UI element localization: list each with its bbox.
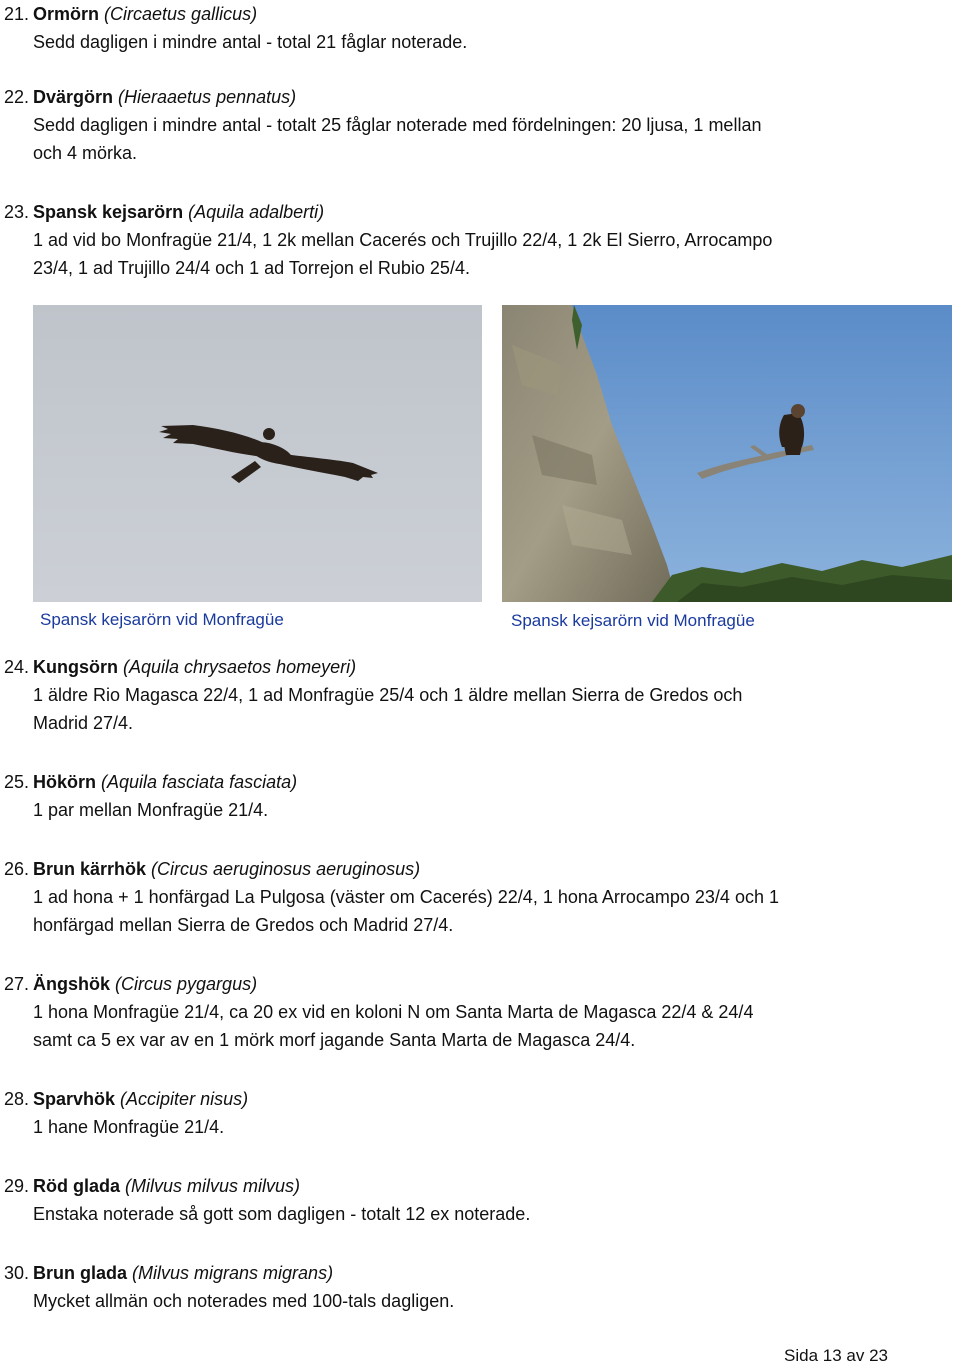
entry-heading — [33, 768, 297, 796]
entry-text-line: och 4 mörka. — [33, 143, 138, 163]
photo-caption-left: Spansk kejsarörn vid Monfragüe — [40, 610, 284, 629]
photo-eagle-perched — [502, 305, 952, 602]
entry-text-line: 1 hona Monfragüe 21/4, ca 20 ex vid en koloni N om Santa Marta de Magasca 22/4 & 24/4 — [33, 1002, 754, 1022]
entry-number: 21. — [4, 4, 30, 24]
entry-heading — [33, 970, 257, 998]
common-name: Ormörn — [33, 4, 100, 24]
entry-heading — [33, 198, 324, 226]
common-name: Spansk kejsarörn — [33, 202, 184, 222]
common-name: Ängshök — [33, 974, 111, 994]
entry-heading — [33, 855, 420, 883]
common-name: Brun glada — [33, 1263, 128, 1283]
entry-heading — [33, 0, 257, 28]
entry-heading — [33, 1085, 248, 1113]
latin-name: (Aquila fasciata fasciata) — [101, 772, 298, 792]
eagle-perched-image — [502, 305, 952, 602]
entry-number: 23. — [4, 202, 30, 222]
common-name: Dvärgörn — [33, 87, 114, 107]
entry-text-line: 1 äldre Rio Magasca 22/4, 1 ad Monfragüe 25/4 och 1 äldre mellan Sierra de Gredos och — [33, 685, 743, 705]
latin-name: (Accipiter nisus) — [120, 1089, 249, 1109]
latin-name: (Milvus migrans migrans) — [132, 1263, 334, 1283]
latin-name: (Circus pygargus) — [115, 974, 258, 994]
latin-name: (Aquila chrysaetos homeyeri) — [123, 657, 357, 677]
common-name: Sparvhök — [33, 1089, 116, 1109]
entry-number: 25. — [4, 772, 30, 792]
entry-heading — [33, 1259, 333, 1287]
entry-text-line: 1 par mellan Monfragüe 21/4. — [33, 800, 269, 820]
entry-text-line: Sedd dagligen i mindre antal - total 21 fåglar noterade. — [33, 32, 468, 52]
common-name: Röd glada — [33, 1176, 121, 1196]
entry-heading — [33, 83, 296, 111]
entry-text-line: 1 hane Monfragüe 21/4. — [33, 1117, 225, 1137]
entry-text-line: Enstaka noterade så gott som dagligen - totalt 12 ex noterade. — [33, 1204, 531, 1224]
entry-number: 24. — [4, 657, 30, 677]
entry-text-line: 1 ad vid bo Monfragüe 21/4, 1 2k mellan Cacerés och Trujillo 22/4, 1 2k El Sierro, Arrocampo — [33, 230, 773, 250]
entry-text-line: samt ca 5 ex var av en 1 mörk morf jagande Santa Marta de Magasca 24/4. — [33, 1030, 636, 1050]
photo-caption-right: Spansk kejsarörn vid Monfragüe — [511, 611, 755, 630]
latin-name: (Aquila adalberti) — [188, 202, 325, 222]
entry-number: 27. — [4, 974, 30, 994]
entry-text-line: 1 ad hona + 1 honfärgad La Pulgosa (väster om Cacerés) 22/4, 1 hona Arrocampo 23/4 och 1 — [33, 887, 779, 907]
page-number: Sida 13 av 23 — [784, 1346, 888, 1365]
common-name: Brun kärrhök — [33, 859, 147, 879]
latin-name: (Circaetus gallicus) — [104, 4, 258, 24]
entry-heading — [33, 1172, 300, 1200]
entry-text-line: Madrid 27/4. — [33, 713, 134, 733]
entry-text-line: honfärgad mellan Sierra de Gredos och Madrid 27/4. — [33, 915, 454, 935]
eagle-flight-image — [33, 305, 482, 602]
entry-text-line: Sedd dagligen i mindre antal - totalt 25 fåglar noterade med fördelningen: 20 ljusa, 1 mellan — [33, 115, 762, 135]
latin-name: (Milvus milvus milvus) — [125, 1176, 301, 1196]
entry-heading — [33, 653, 356, 681]
entry-number: 29. — [4, 1176, 30, 1196]
entry-text-line: Mycket allmän och noterades med 100-tals dagligen. — [33, 1291, 455, 1311]
entry-text-line: 23/4, 1 ad Trujillo 24/4 och 1 ad Torrejon el Rubio 25/4. — [33, 258, 470, 278]
entry-number: 26. — [4, 859, 30, 879]
photo-eagle-in-flight — [33, 305, 482, 602]
common-name: Hökörn — [33, 772, 96, 792]
entry-number: 28. — [4, 1089, 30, 1109]
latin-name: (Circus aeruginosus aeruginosus) — [151, 859, 421, 879]
entry-number: 30. — [4, 1263, 30, 1283]
latin-name: (Hieraaetus pennatus) — [118, 87, 297, 107]
entry-number: 22. — [4, 87, 30, 107]
common-name: Kungsörn — [33, 657, 118, 677]
